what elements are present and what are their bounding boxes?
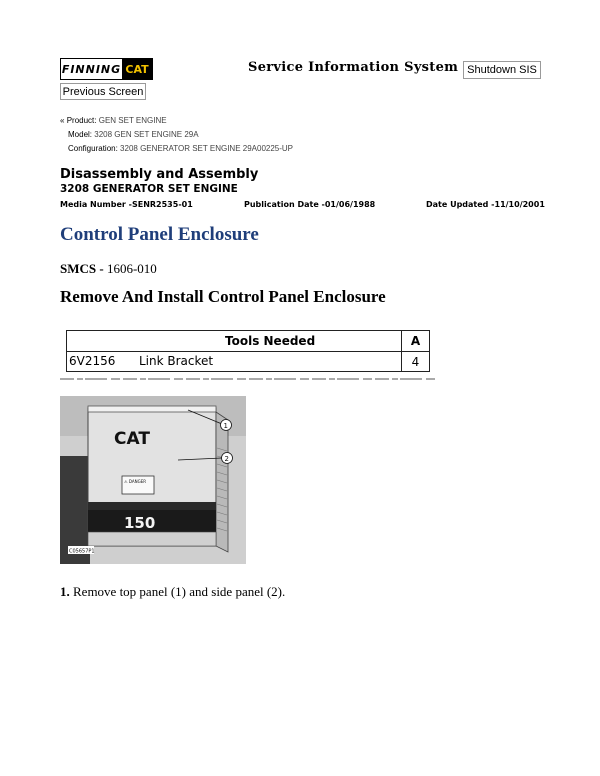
product-line xyxy=(60,116,167,125)
tools-header: Tools Needed xyxy=(225,334,316,348)
tools-needed-table xyxy=(66,330,430,372)
configuration-value: 3208 GENERATOR SET ENGINE 29A00225-UP xyxy=(120,144,294,153)
product-value: GEN SET ENGINE xyxy=(98,116,167,125)
model-line xyxy=(68,130,199,139)
tool-name: Link Bracket xyxy=(139,354,214,368)
model-value: 3208 GEN SET ENGINE 29A xyxy=(94,130,199,139)
double-chevron-left-icon[interactable]: « xyxy=(60,116,65,125)
previous-screen-button[interactable]: Previous Screen xyxy=(60,83,146,100)
tool-part-number: 6V2156 xyxy=(69,354,116,368)
model-label: Model: xyxy=(68,130,93,139)
logo-cat-text: CAT xyxy=(122,59,152,79)
photo-model-text: 150 xyxy=(124,514,156,532)
document-title: Disassembly and Assembly xyxy=(60,167,259,182)
smcs-value: 1606-010 xyxy=(106,261,157,276)
tool-quantity: 4 xyxy=(401,352,429,371)
figure-reference-text: C05657P1 xyxy=(69,548,95,555)
photo-brand-text: CAT xyxy=(114,429,150,449)
callout-1-label: 1 xyxy=(223,422,228,430)
table-row xyxy=(67,352,429,371)
media-number: Media Number -SENR2535-01 xyxy=(60,200,193,209)
warning-plate-text: ⚠ DANGER xyxy=(124,479,147,484)
product-label: Product: xyxy=(66,116,97,125)
callout-2-label: 2 xyxy=(224,455,229,463)
shutdown-sis-button[interactable]: Shutdown SIS xyxy=(463,61,541,79)
app-title: Service Information System xyxy=(248,60,459,75)
configuration-line xyxy=(68,144,293,153)
section-title: Control Panel Enclosure xyxy=(60,224,259,245)
tools-header-row xyxy=(67,331,429,352)
configuration-label: Configuration: xyxy=(68,144,118,153)
step-1 xyxy=(60,584,285,600)
step-1-text: Remove top panel (1) and side panel (2). xyxy=(73,584,286,599)
procedure-title: Remove And Install Control Panel Enclosure xyxy=(60,287,386,306)
publication-date: Publication Date -01/06/1988 xyxy=(244,200,376,209)
finning-cat-logo xyxy=(60,58,153,80)
tools-qty-header: A xyxy=(401,331,429,351)
smcs-label: SMCS - xyxy=(60,261,104,276)
scan-artifact-line xyxy=(60,378,436,380)
date-updated: Date Updated -11/10/2001 xyxy=(426,200,545,209)
document-subtitle: 3208 GENERATOR SET ENGINE xyxy=(60,183,238,195)
smcs-code xyxy=(60,261,157,277)
step-1-number: 1. xyxy=(60,584,70,599)
control-panel-photo xyxy=(60,396,246,564)
logo-finning-text: FINNING xyxy=(61,59,122,79)
